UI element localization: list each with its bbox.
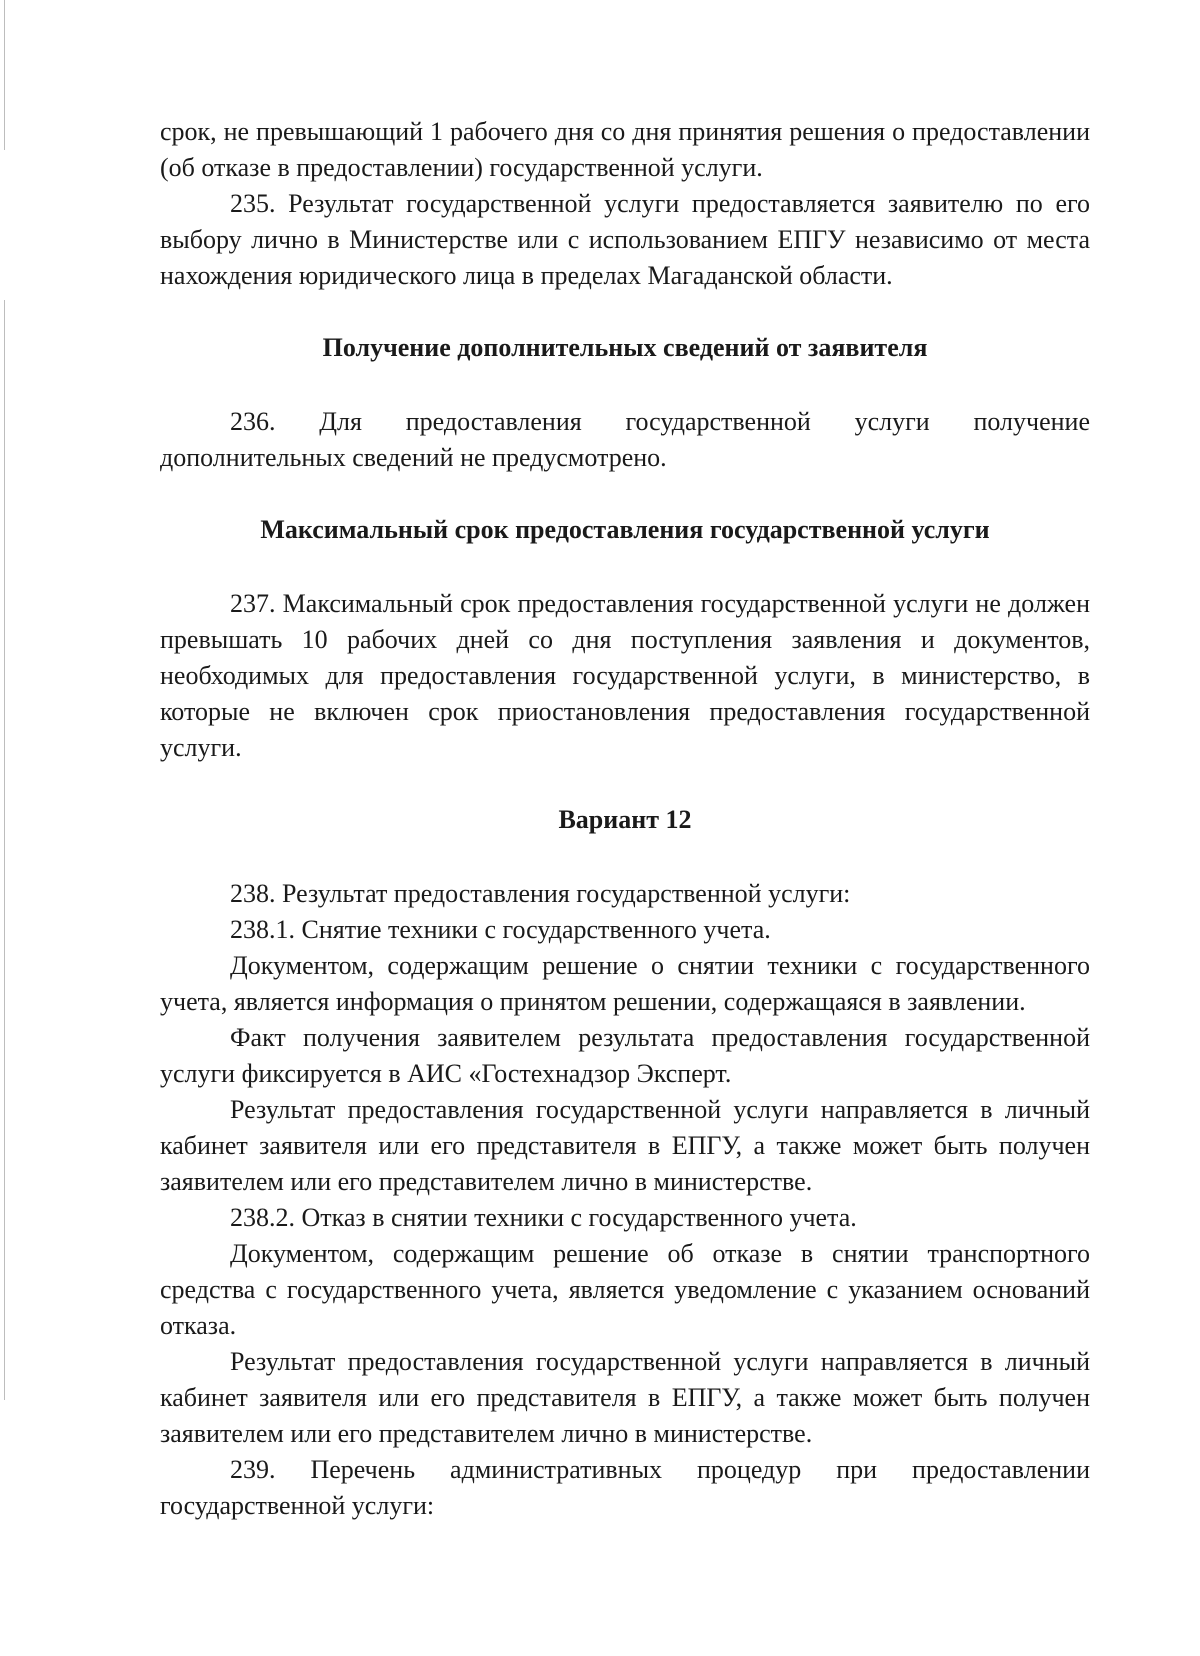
- scan-edge-mark: [4, 0, 5, 150]
- paragraph-238-1: 238.1. Снятие техники с государственного учета.: [230, 915, 771, 944]
- paragraph-238-2: 238.2. Отказ в снятии техники с государственного учета.: [230, 1203, 857, 1232]
- scan-edge-mark: [4, 300, 5, 1400]
- paragraph-continuation: срок, не превышающий 1 рабочего дня со дня принятия решения о предоставлении (об отказе в предоставлении) государственной услуги.: [160, 117, 1090, 182]
- section-heading-max-term: Максимальный срок предоставления государственной услуги: [260, 515, 990, 544]
- paragraph-237: 237. Максимальный срок предоставления государственной услуги не должен превышать 10 рабочих дней со дня поступления заявления и документов, необходимых для предоставления государственной услуги, в министерство, в которые не включен срок приостановления предоставления государственной услуги.: [160, 589, 1090, 762]
- paragraph-fact-of-receipt: Факт получения заявителем результата предоставления государственной услуги фиксируется в АИС «Гостехнадзор Эксперт.: [160, 1023, 1090, 1088]
- paragraph-239: 239. Перечень административных процедур при предоставлении государственной услуги:: [160, 1455, 1090, 1520]
- paragraph-result-delivery: Результат предоставления государственной услуги направляется в личный кабинет заявителя или его представителя в ЕПГУ, а также может быть получен заявителем или его представителем лично в министерстве.: [160, 1095, 1090, 1196]
- paragraph-decision-document: Документом, содержащим решение о снятии техники с государственного учета, является информация о принятом решении, содержащаяся в заявлении.: [160, 951, 1090, 1016]
- paragraph-238: 238. Результат предоставления государственной услуги:: [230, 879, 851, 908]
- paragraph-result-delivery-2: Результат предоставления государственной услуги направляется в личный кабинет заявителя или его представителя в ЕПГУ, а также может быть получен заявителем или его представителем лично в министерстве.: [160, 1347, 1090, 1448]
- section-heading-additional-info: Получение дополнительных сведений от заявителя: [322, 333, 928, 362]
- paragraph-235: 235. Результат государственной услуги предоставляется заявителю по его выбору лично в Министерстве или с использованием ЕПГУ независимо от места нахождения юридического лица в пределах Магаданской области.: [160, 189, 1090, 290]
- paragraph-236: 236. Для предоставления государственной услуги получение дополнительных сведений не предусмотрено.: [160, 407, 1090, 472]
- paragraph-refusal-document: Документом, содержащим решение об отказе в снятии транспортного средства с государственного учета, является уведомление с указанием оснований отказа.: [160, 1239, 1090, 1340]
- section-heading-variant-12: Вариант 12: [558, 805, 692, 834]
- document-body: [160, 114, 1090, 1524]
